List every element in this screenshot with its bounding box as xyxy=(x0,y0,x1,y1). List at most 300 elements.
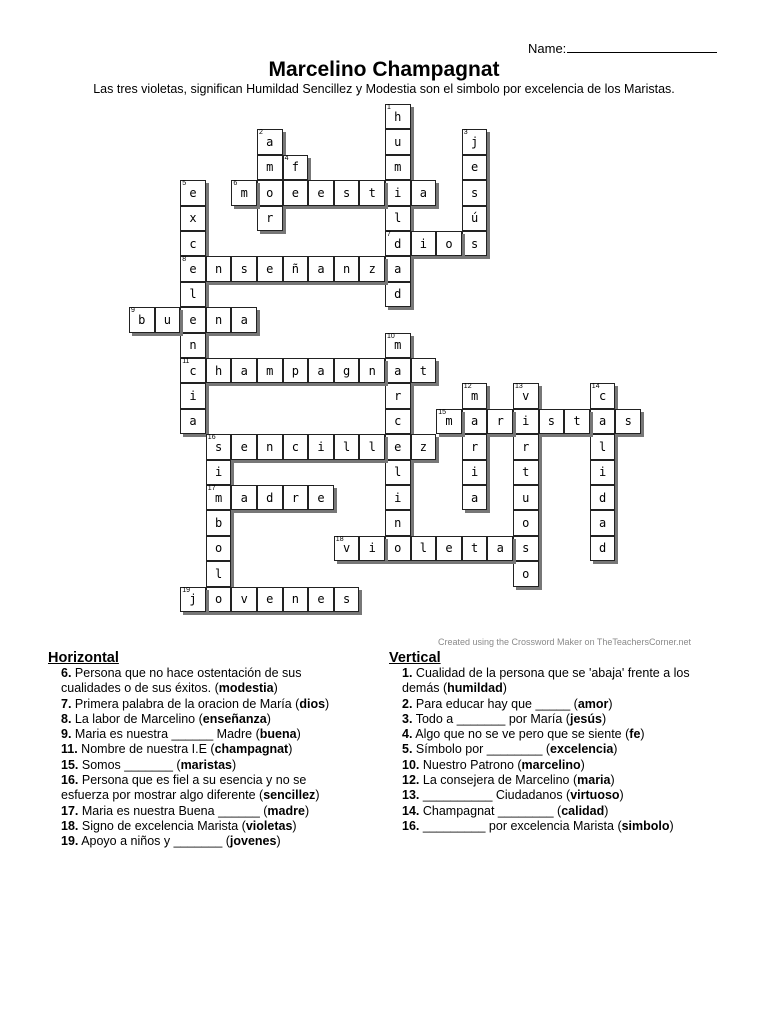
cell-letter: x xyxy=(189,211,197,226)
crossword-cell[interactable] xyxy=(436,536,462,561)
crossword-cell[interactable] xyxy=(257,155,283,180)
clue-answer: excelencia xyxy=(550,742,614,757)
clue-text: La labor de Marcelino ( xyxy=(74,711,203,726)
clue-item xyxy=(48,712,348,727)
clue-close: ) xyxy=(276,834,281,849)
cell-letter: s xyxy=(470,236,479,251)
crossword-cell[interactable] xyxy=(206,434,232,459)
cell-letter: h xyxy=(214,363,223,378)
crossword-cell[interactable] xyxy=(257,180,283,205)
clue-close: ) xyxy=(325,696,330,711)
cell-letter: d xyxy=(598,490,607,505)
clue-text: Todo a _______ por María ( xyxy=(415,711,570,726)
clue-number: 1 xyxy=(387,104,391,111)
cell-letter: i xyxy=(394,490,402,505)
cell-letter: l xyxy=(598,439,607,454)
cell-letter: t xyxy=(419,363,427,378)
clue-number: 11 xyxy=(182,358,190,365)
clue-text: Champagnat ________ ( xyxy=(422,803,562,818)
cell-letter: r xyxy=(291,490,299,505)
cell-letter: i xyxy=(598,465,607,480)
crossword-cell[interactable] xyxy=(308,256,334,281)
crossword-cell[interactable] xyxy=(180,206,206,231)
crossword-cell[interactable] xyxy=(385,333,411,358)
clue-answer: champagnat xyxy=(214,742,289,757)
vertical-clue-list xyxy=(389,666,729,834)
clue-close: ) xyxy=(619,788,624,803)
clue-number-label: 10. xyxy=(402,757,420,772)
cell-letter: i xyxy=(394,185,402,200)
crossword-cell[interactable] xyxy=(411,231,437,256)
crossword-cell[interactable] xyxy=(539,409,565,434)
cell-letter: o xyxy=(522,566,530,581)
crossword-cell[interactable] xyxy=(590,536,616,561)
crossword-cell[interactable] xyxy=(231,307,257,332)
crossword-cell[interactable] xyxy=(385,460,411,485)
cell-letter: z xyxy=(368,262,376,277)
crossword-cell[interactable] xyxy=(129,307,155,332)
crossword-cell[interactable] xyxy=(180,256,206,281)
crossword-cell[interactable] xyxy=(206,485,232,510)
crossword-cell[interactable] xyxy=(462,485,488,510)
cell-letter: a xyxy=(419,185,427,200)
page-title: Marcelino Champagnat xyxy=(268,58,500,81)
clue-text: Algo que no se ve pero que se siente ( xyxy=(415,727,630,742)
crossword-cell[interactable] xyxy=(334,358,360,383)
crossword-cell[interactable] xyxy=(385,104,411,129)
clue-number: 2 xyxy=(259,129,263,137)
clue-number-label: 8. xyxy=(61,711,72,726)
clue-item xyxy=(389,758,729,773)
cell-letter: l xyxy=(214,566,223,581)
crossword-cell[interactable] xyxy=(564,409,590,434)
crossword-cell[interactable] xyxy=(513,409,539,434)
cell-letter: b xyxy=(214,516,223,531)
cell-letter: l xyxy=(419,541,427,556)
name-label: Name: xyxy=(528,41,567,56)
cell-letter: j xyxy=(189,592,197,607)
clue-close: ) xyxy=(288,742,293,757)
crossword-cell[interactable] xyxy=(283,485,309,510)
crossword-cell[interactable] xyxy=(206,510,232,535)
crossword-cell[interactable] xyxy=(462,409,488,434)
cell-letter: i xyxy=(419,236,427,251)
clue-item xyxy=(389,697,729,712)
crossword-cell[interactable] xyxy=(334,180,360,205)
crossword-cell[interactable] xyxy=(462,460,488,485)
crossword-cell[interactable] xyxy=(334,434,360,459)
clue-close: ) xyxy=(601,711,607,726)
cell-letter: a xyxy=(240,490,248,505)
crossword-cell[interactable] xyxy=(359,536,385,561)
crossword-cell[interactable] xyxy=(180,282,206,307)
cell-letter: m xyxy=(394,338,402,353)
crossword-cell[interactable] xyxy=(411,434,437,459)
crossword-cell[interactable] xyxy=(180,587,206,612)
clue-text: Nuestro Patrono ( xyxy=(422,757,522,772)
cell-letter: h xyxy=(394,109,402,124)
crossword-cell[interactable] xyxy=(231,485,257,510)
cell-letter: c xyxy=(291,439,299,454)
crossword-cell[interactable] xyxy=(411,358,437,383)
crossword-cell[interactable] xyxy=(590,510,616,535)
cell-letter: m xyxy=(394,160,402,175)
clue-number-label: 14. xyxy=(402,803,420,818)
cell-letter: i xyxy=(470,465,479,480)
cell-letter: n xyxy=(214,312,223,327)
cell-letter: l xyxy=(394,465,402,480)
crossword-cell[interactable] xyxy=(615,409,641,434)
cell-letter: v xyxy=(342,541,351,556)
cell-letter: i xyxy=(189,389,197,404)
cell-letter: t xyxy=(470,541,479,556)
crossword-cell[interactable] xyxy=(180,307,206,332)
clue-number: 6 xyxy=(233,180,238,188)
cell-letter: l xyxy=(189,287,197,302)
crossword-cell[interactable] xyxy=(257,206,283,231)
crossword-cell[interactable] xyxy=(359,180,385,205)
crossword-cell[interactable] xyxy=(385,358,411,383)
cell-letter: e xyxy=(189,262,197,277)
cell-letter: t xyxy=(368,185,376,200)
crossword-cell[interactable] xyxy=(257,256,283,281)
crossword-cell[interactable] xyxy=(206,587,232,612)
crossword-cell[interactable] xyxy=(385,231,411,256)
clue-number: 5 xyxy=(182,180,187,188)
crossword-cell[interactable] xyxy=(590,460,616,485)
crossword-cell[interactable] xyxy=(206,307,232,332)
clue-item xyxy=(48,697,348,712)
crossword-cell[interactable] xyxy=(385,256,411,281)
crossword-cell[interactable] xyxy=(462,434,488,459)
clue-answer: virtuoso xyxy=(570,788,620,803)
clue-close: ) xyxy=(273,681,278,696)
clue-text: Primera palabra de la oracion de María ( xyxy=(74,696,300,711)
cell-letter: z xyxy=(419,439,427,454)
crossword-cell[interactable] xyxy=(231,358,257,383)
cell-letter: m xyxy=(445,414,453,429)
clue-number-label: 17. xyxy=(61,803,79,818)
cell-letter: e xyxy=(189,312,197,327)
clue-item xyxy=(389,666,729,697)
cell-letter: a xyxy=(470,414,479,429)
clue-text: Apoyo a niños y _______ ( xyxy=(81,834,230,849)
clue-close: ) xyxy=(232,757,237,772)
crossword-cell[interactable] xyxy=(308,485,334,510)
crossword-cell[interactable] xyxy=(206,561,232,586)
cell-letter: j xyxy=(470,135,479,150)
cell-letter: n xyxy=(394,516,402,531)
cell-letter: d xyxy=(598,541,607,556)
crossword-cell[interactable] xyxy=(334,256,360,281)
clue-item xyxy=(389,819,729,834)
crossword-cell[interactable] xyxy=(283,434,309,459)
crossword-cell[interactable] xyxy=(283,180,309,205)
crossword-cell[interactable] xyxy=(385,180,411,205)
cell-letter: e xyxy=(240,439,248,454)
crossword-cell[interactable] xyxy=(487,409,513,434)
credit-text: Created using the Crossword Maker on TheTeachersCorner.net xyxy=(438,637,691,647)
crossword-cell[interactable] xyxy=(513,460,539,485)
cell-letter: r xyxy=(470,439,479,454)
cell-letter: i xyxy=(368,541,376,556)
clue-text: Nombre de nuestra I.E ( xyxy=(81,742,215,757)
cell-letter: r xyxy=(266,211,274,226)
cell-letter: c xyxy=(189,363,197,378)
crossword-cell[interactable] xyxy=(334,536,360,561)
cell-letter: a xyxy=(240,363,248,378)
crossword-cell[interactable] xyxy=(590,485,616,510)
clue-number-label: 7. xyxy=(61,696,72,711)
clue-number-label: 16. xyxy=(402,818,420,833)
clue-item xyxy=(389,712,729,727)
clue-number-label: 16. xyxy=(61,773,79,788)
cell-letter: g xyxy=(342,363,351,378)
crossword-cell[interactable] xyxy=(283,155,309,180)
crossword-cell[interactable] xyxy=(257,129,283,154)
crossword-cell[interactable] xyxy=(513,536,539,561)
clue-number-label: 11. xyxy=(61,742,78,757)
crossword-cell[interactable] xyxy=(462,536,488,561)
cell-letter: a xyxy=(266,135,274,150)
crossword-cell[interactable] xyxy=(308,180,334,205)
crossword-cell[interactable] xyxy=(513,510,539,535)
crossword-cell[interactable] xyxy=(231,434,257,459)
crossword-cell[interactable] xyxy=(180,358,206,383)
crossword-cell[interactable] xyxy=(308,434,334,459)
cell-letter: s xyxy=(342,185,351,200)
cell-letter: u xyxy=(163,312,171,327)
cell-letter: e xyxy=(470,160,479,175)
crossword-cell[interactable] xyxy=(257,434,283,459)
clue-number: 18 xyxy=(335,535,344,543)
clue-text: __________ Ciudadanos ( xyxy=(422,788,571,803)
clue-close: ) xyxy=(640,727,645,742)
clue-number-label: 3. xyxy=(402,711,413,726)
crossword-cell[interactable] xyxy=(385,510,411,535)
cell-letter: p xyxy=(291,363,299,378)
crossword-cell[interactable] xyxy=(359,358,385,383)
cell-letter: i xyxy=(522,414,530,429)
name-blank-line[interactable] xyxy=(567,40,717,53)
cell-letter: t xyxy=(573,414,581,429)
crossword-cell[interactable] xyxy=(462,155,488,180)
crossword-cell[interactable] xyxy=(283,587,309,612)
cell-letter: o xyxy=(445,236,453,251)
crossword-cell[interactable] xyxy=(385,409,411,434)
clue-answer: dios xyxy=(299,696,326,711)
clue-close: ) xyxy=(613,742,618,757)
clue-close: ) xyxy=(292,818,297,833)
clue-answer: violetas xyxy=(245,818,293,833)
page-subtitle: Las tres violetas, significan Humildad Sencillez y Modestia son el simbolo por excelencia de los Maristas. xyxy=(93,82,675,96)
cell-letter: l xyxy=(368,439,376,454)
clue-number: 19 xyxy=(182,586,190,594)
crossword-cell[interactable] xyxy=(257,358,283,383)
crossword-cell[interactable] xyxy=(231,587,257,612)
cell-letter: s xyxy=(547,414,555,429)
clue-number-label: 15. xyxy=(61,757,79,772)
cell-letter: s xyxy=(214,439,223,454)
crossword-cell[interactable] xyxy=(462,129,488,154)
cell-letter: e xyxy=(266,262,274,277)
cell-letter: i xyxy=(214,465,223,480)
crossword-cell[interactable] xyxy=(206,256,232,281)
name-field[interactable] xyxy=(528,40,717,56)
clue-number: 4 xyxy=(284,154,289,162)
cell-letter: r xyxy=(496,414,504,429)
clue-text: Persona que no hace ostentación de sus cualidades o de sus éxitos. ( xyxy=(61,666,302,696)
cell-letter: d xyxy=(266,490,274,505)
cell-letter: a xyxy=(189,414,197,429)
cell-letter: u xyxy=(522,490,530,505)
cell-letter: o xyxy=(522,516,530,531)
crossword-cell[interactable] xyxy=(513,434,539,459)
cell-letter: l xyxy=(342,439,351,454)
crossword-cell[interactable] xyxy=(487,536,513,561)
cell-letter: e xyxy=(394,439,402,454)
clue-number-label: 18. xyxy=(61,818,79,833)
cell-letter: m xyxy=(240,185,248,200)
clue-close: ) xyxy=(604,803,609,818)
cell-letter: d xyxy=(394,236,402,251)
crossword-cell[interactable] xyxy=(385,383,411,408)
cell-letter: s xyxy=(342,592,351,607)
crossword-cell[interactable] xyxy=(155,307,181,332)
cell-letter: m xyxy=(266,160,274,175)
crossword-cell[interactable] xyxy=(436,409,462,434)
horizontal-clue-list xyxy=(48,666,348,850)
cell-letter: m xyxy=(266,363,274,378)
cell-letter: e xyxy=(445,541,453,556)
crossword-cell[interactable] xyxy=(385,155,411,180)
cell-letter: a xyxy=(496,541,504,556)
cell-letter: a xyxy=(317,262,325,277)
crossword-cell[interactable] xyxy=(257,485,283,510)
cell-letter: r xyxy=(394,389,402,404)
crossword-cell[interactable] xyxy=(590,383,616,408)
crossword-cell[interactable] xyxy=(436,231,462,256)
cell-letter: a xyxy=(598,414,607,429)
crossword-cell[interactable] xyxy=(206,358,232,383)
horizontal-heading: Horizontal xyxy=(48,650,119,666)
crossword-cell[interactable] xyxy=(462,231,488,256)
clue-number-label: 2. xyxy=(402,696,413,711)
crossword-cell[interactable] xyxy=(308,358,334,383)
crossword-cell[interactable] xyxy=(385,206,411,231)
crossword-cell[interactable] xyxy=(385,536,411,561)
cell-letter: m xyxy=(214,490,223,505)
crossword-cell[interactable] xyxy=(462,383,488,408)
crossword-cell[interactable] xyxy=(385,485,411,510)
clue-answer: jovenes xyxy=(229,834,277,849)
crossword-cell[interactable] xyxy=(359,256,385,281)
clue-answer: fe xyxy=(629,727,641,742)
clue-close: ) xyxy=(580,757,585,772)
clue-text: Somos _______ ( xyxy=(81,757,181,772)
crossword-cell[interactable] xyxy=(180,180,206,205)
clue-number: 17 xyxy=(207,485,216,492)
crossword-cell[interactable] xyxy=(590,434,616,459)
cell-letter: a xyxy=(240,312,248,327)
clue-item xyxy=(48,666,348,697)
clue-item xyxy=(389,742,729,757)
cell-letter: a xyxy=(317,363,325,378)
crossword-cell[interactable] xyxy=(513,485,539,510)
clue-text: Maria es nuestra Buena ______ ( xyxy=(81,803,268,818)
clue-item xyxy=(389,788,729,803)
crossword-cell[interactable] xyxy=(257,587,283,612)
crossword-cell[interactable] xyxy=(385,282,411,307)
clue-answer: maristas xyxy=(180,757,232,772)
cell-letter: o xyxy=(214,592,223,607)
clue-item xyxy=(389,773,729,788)
crossword-cell[interactable] xyxy=(180,231,206,256)
clue-close: ) xyxy=(610,773,615,788)
clue-close: ) xyxy=(502,681,507,696)
crossword-cell[interactable] xyxy=(411,180,437,205)
crossword-cell[interactable] xyxy=(206,460,232,485)
clue-number: 12 xyxy=(463,383,472,391)
cell-letter: a xyxy=(394,363,402,378)
crossword-cell[interactable] xyxy=(359,434,385,459)
cell-letter: e xyxy=(317,592,325,607)
crossword-cell[interactable] xyxy=(385,434,411,459)
crossword-cell[interactable] xyxy=(590,409,616,434)
clue-number: 15 xyxy=(438,408,446,416)
cell-letter: b xyxy=(138,312,146,327)
crossword-cell[interactable] xyxy=(180,409,206,434)
vertical-heading: Vertical xyxy=(389,650,441,666)
crossword-cell[interactable] xyxy=(411,536,437,561)
crossword-cell[interactable] xyxy=(283,358,309,383)
clue-number: 3 xyxy=(463,129,468,137)
clue-close: ) xyxy=(266,711,271,726)
cell-letter: c xyxy=(394,414,402,429)
clue-item xyxy=(48,804,348,819)
crossword-cell[interactable] xyxy=(462,180,488,205)
clue-close: ) xyxy=(315,788,320,803)
crossword-cell[interactable] xyxy=(462,206,488,231)
cell-letter: e xyxy=(291,185,299,200)
cell-letter: n xyxy=(291,592,299,607)
clue-answer: madre xyxy=(267,803,305,818)
cell-letter: n xyxy=(342,262,351,277)
crossword-cell[interactable] xyxy=(206,536,232,561)
crossword-cell[interactable] xyxy=(283,256,309,281)
crossword-cell[interactable] xyxy=(231,256,257,281)
cell-letter: u xyxy=(394,135,402,150)
crossword-cell[interactable] xyxy=(180,333,206,358)
crossword-cell[interactable] xyxy=(308,587,334,612)
cell-letter: s xyxy=(240,262,248,277)
cell-letter: o xyxy=(214,541,223,556)
crossword-cell[interactable] xyxy=(180,383,206,408)
crossword-cell[interactable] xyxy=(231,180,257,205)
crossword-cell[interactable] xyxy=(513,561,539,586)
cell-letter: n xyxy=(214,262,223,277)
clue-text: Maria es nuestra ______ Madre ( xyxy=(74,727,260,742)
clue-item xyxy=(48,834,348,849)
clue-item xyxy=(48,727,348,742)
crossword-cell[interactable] xyxy=(513,383,539,408)
cell-letter: o xyxy=(266,185,274,200)
crossword-cell[interactable] xyxy=(385,129,411,154)
clue-number-label: 13. xyxy=(402,788,420,803)
crossword-cell[interactable] xyxy=(334,587,360,612)
cell-letter: m xyxy=(470,389,479,404)
clue-number-label: 6. xyxy=(61,666,72,680)
